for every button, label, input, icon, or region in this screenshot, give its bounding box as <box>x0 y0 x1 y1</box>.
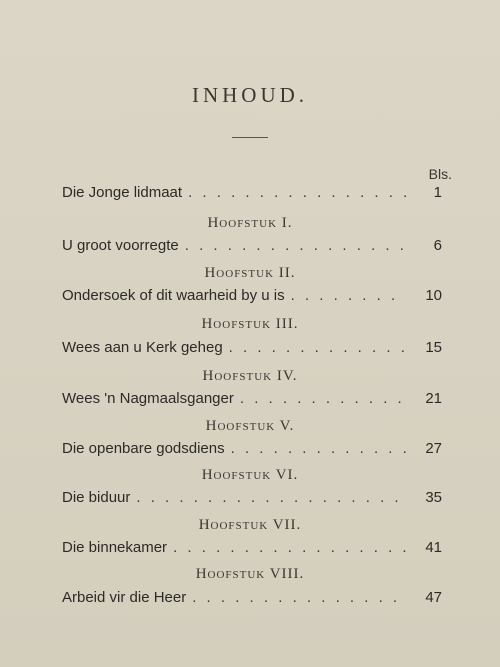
page-title: INHOUD. <box>191 83 309 107</box>
toc-entry-page: 21 <box>425 390 442 407</box>
toc-entry-page: 10 <box>425 287 442 304</box>
dot-leader <box>185 237 406 254</box>
toc-entry-label: Die openbare godsdiens <box>62 440 225 457</box>
toc-entry-label: Die binnekamer <box>62 539 168 556</box>
toc-entry <box>62 539 442 556</box>
dot-leader <box>192 589 406 606</box>
page-column-header: Bls. <box>428 166 452 182</box>
toc-entry-label: Wees 'n Nagmaalsganger <box>62 390 234 407</box>
toc-entry <box>62 184 442 201</box>
toc-entry <box>62 440 442 457</box>
chapter-heading: Hoofstuk III. <box>201 316 299 332</box>
dot-leader <box>173 539 406 556</box>
toc-entry-label: Arbeid vir die Heer <box>62 589 187 606</box>
toc-entry-label: Die biduur <box>62 489 131 506</box>
dot-leader <box>240 390 406 407</box>
toc-entry-page: 6 <box>433 237 442 254</box>
toc-entry-label: Die Jonge lidmaat <box>62 184 183 201</box>
toc-entry-page: 41 <box>425 539 442 556</box>
dot-leader <box>188 184 406 201</box>
chapter-heading: Hoofstuk IV. <box>202 368 298 384</box>
toc-entry <box>62 287 442 304</box>
chapter-heading: Hoofstuk VI. <box>201 467 299 483</box>
dot-leader <box>231 440 406 457</box>
toc-entry <box>62 390 442 407</box>
toc-entry-page: 15 <box>425 339 442 356</box>
title-divider <box>232 137 268 138</box>
toc-entry-page: 47 <box>425 589 442 606</box>
dot-leader <box>136 489 406 506</box>
toc-entry-page: 35 <box>425 489 442 506</box>
chapter-heading: Hoofstuk I. <box>207 215 293 231</box>
toc-entry <box>62 589 442 606</box>
dot-leader <box>291 287 406 304</box>
toc-entry <box>62 489 442 506</box>
toc-entry-page: 27 <box>425 440 442 457</box>
chapter-heading: Hoofstuk II. <box>204 265 296 281</box>
toc-entry <box>62 339 442 356</box>
toc-entry <box>62 237 442 254</box>
toc-entry-label: Wees aan u Kerk geheg <box>62 339 223 356</box>
toc-entry-label: U groot voorregte <box>62 237 179 254</box>
chapter-heading: Hoofstuk VII. <box>198 517 302 533</box>
toc-entry-page: 1 <box>433 184 442 201</box>
dot-leader <box>229 339 406 356</box>
toc-entry-label: Ondersoek of dit waarheid by u is <box>62 287 285 304</box>
chapter-heading: Hoofstuk V. <box>205 418 295 434</box>
chapter-heading: Hoofstuk VIII. <box>195 566 305 582</box>
